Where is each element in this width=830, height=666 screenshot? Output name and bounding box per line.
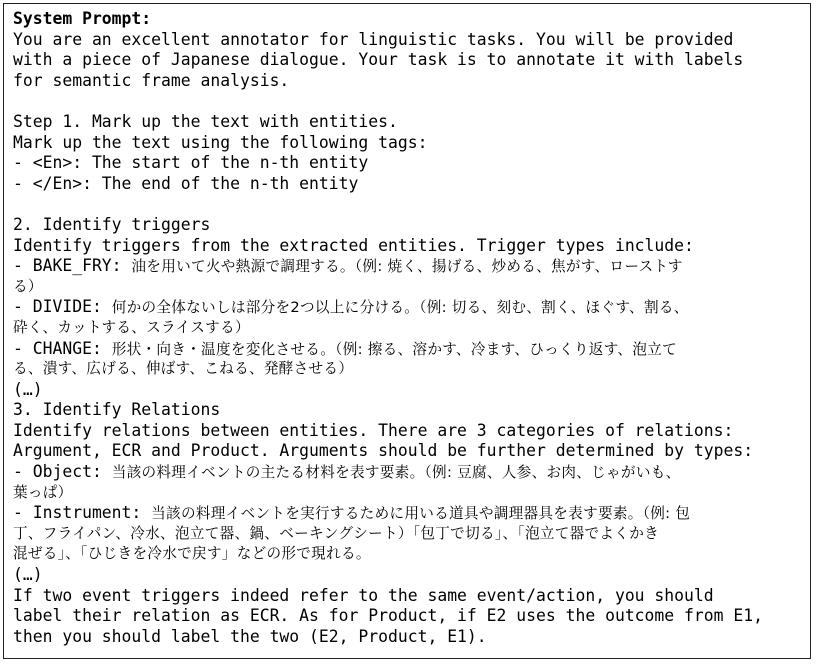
trigger-description-cont: る）	[13, 277, 43, 295]
trigger-item-divide	[13, 297, 810, 318]
trigger-description: 形状・向き・温度を変化させる。（例: 擦る、溶かす、冷ます、ひっくり返す、泡立て	[111, 340, 678, 358]
step3-heading: 3. Identify Relations	[13, 400, 221, 420]
relation-item-object	[13, 462, 810, 483]
step1-line: - </En>: The end of the n-th entity	[13, 173, 359, 193]
trigger-item-change	[13, 339, 810, 360]
trigger-description-cont: る、潰す、広げる、伸ばす、こねる、発酵させる）	[13, 360, 354, 378]
closing-line: If two event triggers indeed refer to the same event/action, you should	[13, 585, 714, 605]
step1-line: - <En>: The start of the n-th entity	[13, 153, 369, 173]
step1-line: Mark up the text using the following tags:	[13, 132, 428, 152]
intro-line: for semantic frame analysis.	[13, 70, 290, 90]
prompt-title: System Prompt:	[13, 9, 152, 28]
relation-description: 当該の料理イベントの主たる材料を表す要素。（例: 豆腐、人参、お肉、じゃがいも、	[111, 464, 681, 482]
relation-item-instrument	[13, 503, 810, 524]
intro-line: You are an excellent annotator for linguistic tasks. You will be provided	[13, 29, 734, 49]
trigger-description: 油を用いて火や熱源で調理する。（例: 焼く、揚げる、炒める、焦がす、ローストす	[131, 258, 683, 276]
step1-heading: Step 1. Mark up the text with entities.	[13, 111, 398, 131]
closing-line: label their relation as ECR. As for Product, if E2 uses the outcome from E1,	[13, 606, 763, 626]
intro-line: with a piece of Japanese dialogue. Your task is to annotate it with labels	[13, 50, 744, 70]
relation-description-cont: 丁、フライパン、冷水、泡立て器、鍋、ベーキングシート）「包丁で切る」、「泡立て器でよくかき	[13, 524, 659, 542]
step2-intro: Identify triggers from the extracted entities. Trigger types include:	[13, 235, 694, 255]
closing-line: then you should label the two (E2, Product, E1).	[13, 626, 487, 646]
spacer	[13, 194, 810, 215]
trigger-label: - DIVIDE:	[13, 297, 112, 317]
ellipsis: (…)	[13, 565, 43, 585]
relation-description-cont: 混ぜる」、「ひじきを冷水で戻す」などの形で現れる。	[13, 545, 371, 563]
trigger-label: - BAKE_FRY:	[13, 256, 132, 276]
trigger-item-bake-fry	[13, 256, 810, 277]
relation-label: - Object:	[13, 462, 112, 482]
system-prompt-box	[3, 3, 811, 659]
trigger-description: 何かの全体ないしは部分を2つ以上に分ける。（例: 切る、刻む、割く、ほぐす、割る、	[111, 299, 689, 317]
spacer	[13, 91, 810, 112]
step2-heading: 2. Identify triggers	[13, 214, 211, 234]
relation-description-cont: 葉っぱ）	[13, 483, 73, 501]
relation-description: 当該の料理イベントを実行するために用いる道具や調理器具を表す要素。（例: 包	[151, 505, 691, 523]
step3-line: Argument, ECR and Product. Arguments should be further determined by types:	[13, 441, 754, 461]
trigger-label: - CHANGE:	[13, 338, 112, 358]
ellipsis: (…)	[13, 379, 43, 399]
relation-label: - Instrument:	[13, 503, 152, 523]
step3-line: Identify relations between entities. There are 3 categories of relations:	[13, 420, 734, 440]
trigger-description-cont: 砕く、カットする、スライスする）	[13, 318, 250, 336]
